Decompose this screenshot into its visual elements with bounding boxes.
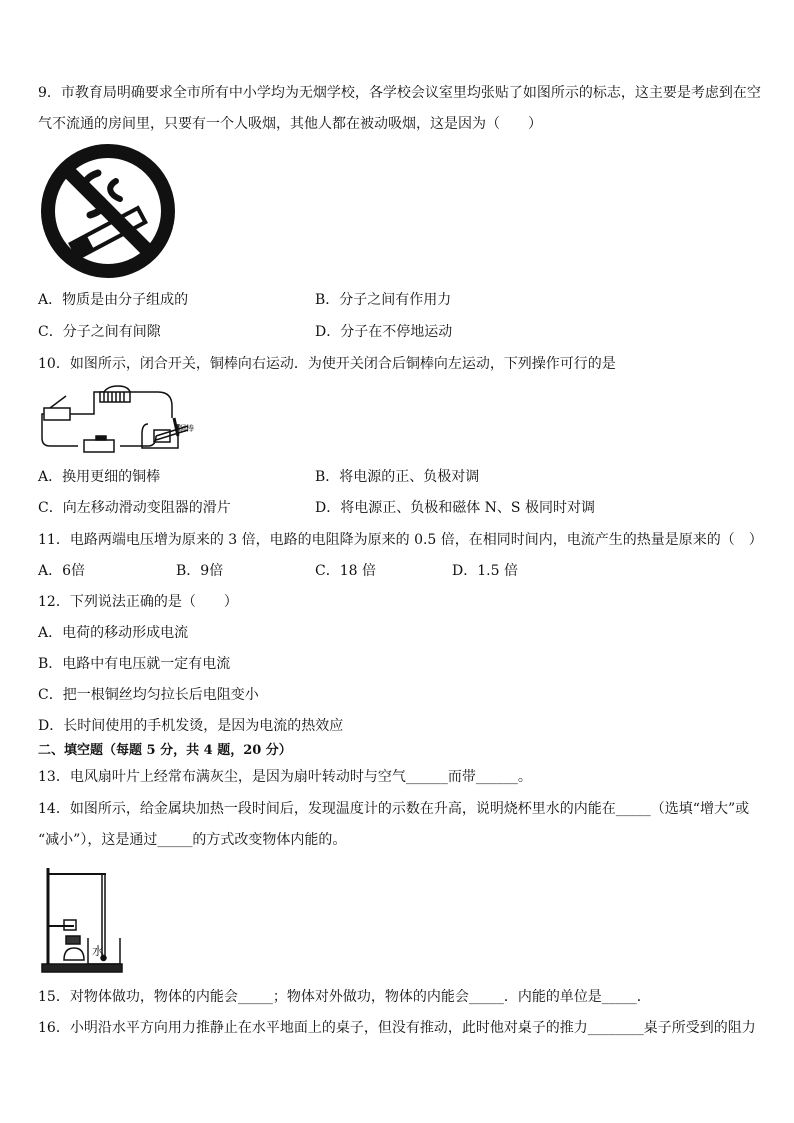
section-title-fill-blank: 二、填空题（每题 5 分，共 4 题，20 分） — [38, 743, 292, 758]
q10-figure-label: 铜棒 — [178, 424, 194, 433]
q12-option-a: A．电荷的移动形成电流 — [38, 625, 189, 641]
q13-stem-line1: 13．电风扇叶片上经常布满灰尘，是因为扇叶转动时与空气______而带______。 — [38, 769, 532, 785]
q11-option-c: C．18 倍 — [315, 563, 376, 579]
q10-option-b: B．将电源的正、负极对调 — [315, 469, 480, 485]
q12-option-b: B．电路中有电压就一定有电流 — [38, 656, 231, 672]
circuit-copper-rod-figure — [38, 378, 200, 458]
q10-option-c: C．向左移动滑动变阻器的滑片 — [38, 500, 231, 516]
heating-apparatus-figure — [40, 864, 124, 976]
q9-option-b: B．分子之间有作用力 — [315, 292, 452, 308]
q10-option-a: A．换用更细的铜棒 — [38, 469, 161, 485]
q11-option-a: A．6倍 — [38, 563, 86, 579]
q11-stem-line1: 11．电路两端电压增为原来的 3 倍，电路的电阻降为原来的 0.5 倍，在相同时间内，电流产生的热量是原来的（ ） — [38, 532, 763, 548]
q9-option-a: A．物质是由分子组成的 — [38, 292, 189, 308]
q12-option-c: C．把一根铜丝均匀拉长后电阻变小 — [38, 687, 259, 703]
q14-figure-label: 水 — [92, 944, 105, 958]
q9-option-d: D．分子在不停地运动 — [315, 324, 453, 340]
q15-stem-line1: 15．对物体做功，物体的内能会_____；物体对外做功，物体的内能会_____．内能的单位是_____． — [38, 989, 651, 1005]
q9-stem-line2: 气不流通的房间里，只要有一个人吸烟，其他人都在被动吸烟，这是因为（ ） — [38, 116, 542, 132]
q16-stem-line1: 16．小明沿水平方向用力推静止在水平地面上的桌子，但没有推动，此时他对桌子的推力________桌子所受到的阻力 — [38, 1020, 756, 1036]
q9-stem-line1: 9．市教育局明确要求全市所有中小学均为无烟学校，各学校会议室里均张贴了如图所示的标志，这主要是考虑到在空 — [38, 85, 761, 101]
q10-option-d: D．将电源正、负极和磁体 N、S 极同时对调 — [315, 500, 595, 516]
q14-stem-line1: 14．如图所示，给金属块加热一段时间后，发现温度计的示数在升高，说明烧杯里水的内能在_____（选填“增大”或 — [38, 801, 750, 817]
q11-option-d: D．1.5 倍 — [452, 563, 518, 579]
q14-stem-line2: “减小”），这是通过_____的方式改变物体内能的。 — [38, 832, 347, 848]
q9-option-c: C．分子之间有间隙 — [38, 324, 161, 340]
q10-stem-line1: 10．如图所示，闭合开关，铜棒向右运动．为使开关闭合后铜棒向左运动，下列操作可行的是 — [38, 356, 616, 372]
no-smoking-sign-figure — [40, 143, 176, 279]
q11-option-b: B．9倍 — [176, 563, 224, 579]
q12-option-d: D．长时间使用的手机发烫，是因为电流的热效应 — [38, 718, 344, 734]
q12-stem-line1: 12．下列说法正确的是（ ） — [38, 594, 238, 610]
